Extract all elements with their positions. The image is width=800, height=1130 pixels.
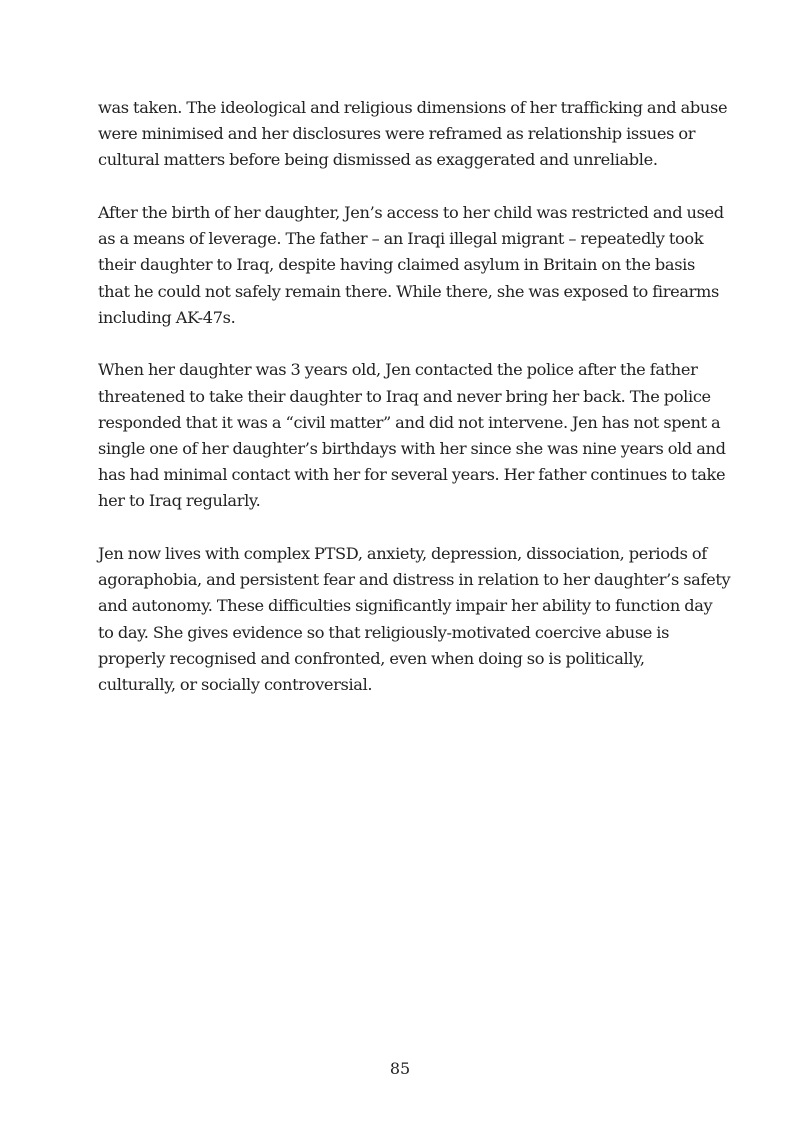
- text-line: their daughter to Iraq, despite having claimed asylum in Britain on the basis: [98, 255, 695, 275]
- text-line: single one of her daughter’s birthdays with her since she was nine years old and: [98, 439, 726, 459]
- text-line: After the birth of her daughter, Jen’s access to her child was restricted and used: [98, 203, 724, 222]
- text-line: cultural matters before being dismissed as exaggerated and unreliable.: [98, 150, 658, 170]
- text-line: were minimised and her disclosures were reframed as relationship issues or: [98, 124, 696, 144]
- text-line: including AK-47s.: [98, 307, 236, 327]
- text-line: threatened to take their daughter to Iraq and never bring her back. The police: [98, 386, 711, 406]
- paragraph-1: [98, 95, 728, 174]
- text-line: Jen now lives with complex PTSD, anxiety, depression, dissociation, periods of: [98, 544, 707, 564]
- text-line: responded that it was a “civil matter” and did not intervene. Jen has not spent a: [98, 412, 721, 432]
- text-line: as a means of leverage. The father – an Iraqi illegal migrant – repeatedly took: [98, 229, 704, 249]
- page-number: 85: [389, 1059, 411, 1078]
- text-line: has had minimal contact with her for several years. Her father continues to take: [98, 465, 726, 485]
- text-line: and autonomy. These difficulties significantly impair her ability to function day: [98, 596, 713, 616]
- body-text: [98, 95, 731, 725]
- text-line: her to Iraq regularly.: [98, 491, 261, 511]
- text-line: was taken. The ideological and religious dimensions of her trafficking and abuse: [98, 98, 728, 117]
- text-line: agoraphobia, and persistent fear and distress in relation to her daughter’s safety: [98, 570, 731, 590]
- text-line: that he could not safely remain there. While there, she was exposed to firearms: [98, 281, 719, 301]
- text-line: culturally, or socially controversial.: [98, 675, 373, 695]
- text-line: When her daughter was 3 years old, Jen contacted the police after the father: [98, 360, 698, 380]
- paragraph-4: [98, 541, 731, 698]
- text-line: properly recognised and confronted, even when doing so is politically,: [98, 648, 645, 668]
- text-line: to day. She gives evidence so that religiously-motivated coercive abuse is: [98, 622, 670, 642]
- paragraph-2: [98, 200, 724, 331]
- paragraph-3: [98, 357, 726, 514]
